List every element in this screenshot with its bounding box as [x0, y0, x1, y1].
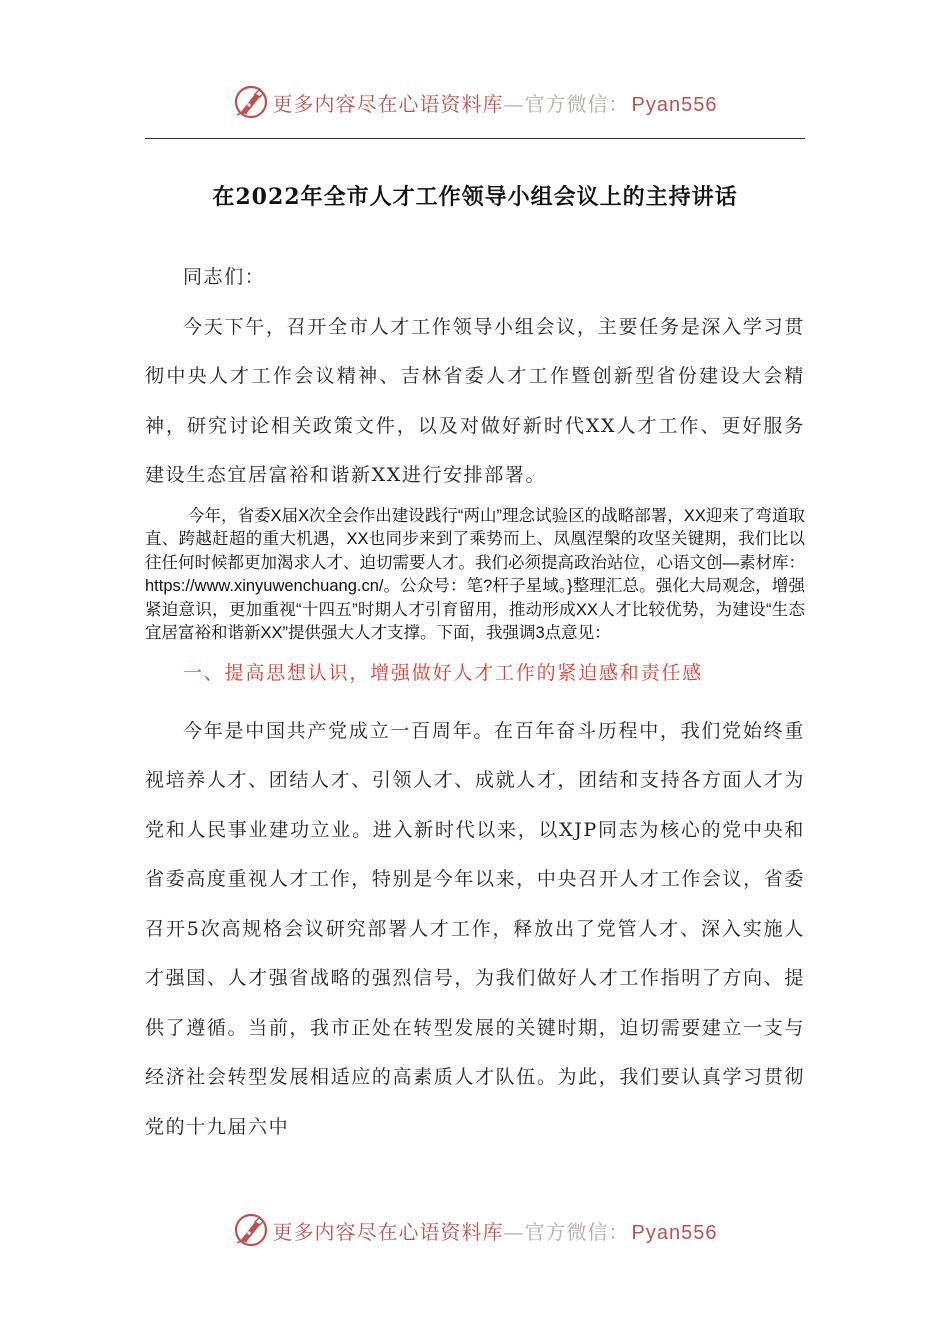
header-banner-text [273, 88, 718, 117]
footer-separator: — [503, 1219, 525, 1244]
pen-nib-logo-icon [233, 1212, 269, 1248]
footer-official-label: 官方微信： [524, 1219, 630, 1244]
header-divider [145, 138, 805, 139]
pen-nib-logo-icon [233, 84, 269, 120]
header-site-text: 更多内容尽在心语资料库 [272, 91, 504, 116]
header-wechat-id: Pyan556 [631, 93, 718, 116]
footer-site-text: 更多内容尽在心语资料库 [272, 1219, 504, 1244]
footer-banner-text [273, 1216, 718, 1245]
inserted-paragraph: 今年，省委X届X次全会作出建设践行“两山”理念试验区的战略部署，XX迎来了弯道取直、跨越赶超的重大机遇，XX也同步来到了乘势而上、凤凰涅槃的攻坚关键期，我们比以往任何时候都更加渴求人才、迫切需要人才。我们必须提高政治站位，心语文创—素材库：https://www.xinyuwenchuang.cn/。公众号：笔?杆子星域。}整理汇总。强化大局观念，增强紧迫意识，更加重视“十四五”时期人才引育留用，推动形成XX人才比较优势，为建设“生态宜居富裕和谐新XX”提供强大人才支撑。下面，我强调3点意见： [145, 506, 805, 642]
header-separator: — [503, 91, 525, 116]
section-1-paragraph: 今年是中国共产党成立一百周年。在百年奋斗历程中，我们党始终重视培养人才、团结人才、引领人才、成就人才，团结和支持各方面人才为党和人民事业建功立业。进入新时代以来，以XJP同志为核心的党中央和省委高度重视人才工作，特别是今年以来，中央召开人才工作会议，省委召开5次高规格会议研究部署人才工作，释放出了党管人才、深入实施人才强国、人才强省战略的强烈信号，为我们做好人才工作指明了方向、提供了遵循。当前，我市正处在转型发展的关键时期，迫切需要建立一支与经济社会转型发展相适应的高素质人才队伍。为此，我们要认真学习贯彻党的十九届六中 [145, 719, 805, 1138]
header-official-label: 官方微信： [524, 91, 630, 116]
intro-paragraph: 今天下午，召开全市人才工作领导小组会议，主要任务是深入学习贯彻中央人才工作会议精神、吉林省委人才工作暨创新型省份建设大会精神，研究讨论相关政策文件，以及对做好新时代XX人才工作、更好服务建设生态宜居富裕和谐新XX进行安排部署。 [145, 315, 805, 486]
footer-banner [0, 1210, 950, 1250]
document-body [145, 253, 805, 1152]
footer-wechat-id: Pyan556 [631, 1221, 718, 1244]
header-banner [0, 82, 950, 122]
document-title: 在2022年全市人才工作领导小组会议上的主持讲话 [212, 184, 738, 210]
salutation: 同志们： [183, 266, 266, 288]
section-1-heading: 一、提高思想认识，增强做好人才工作的紧迫感和责任感 [183, 661, 704, 684]
